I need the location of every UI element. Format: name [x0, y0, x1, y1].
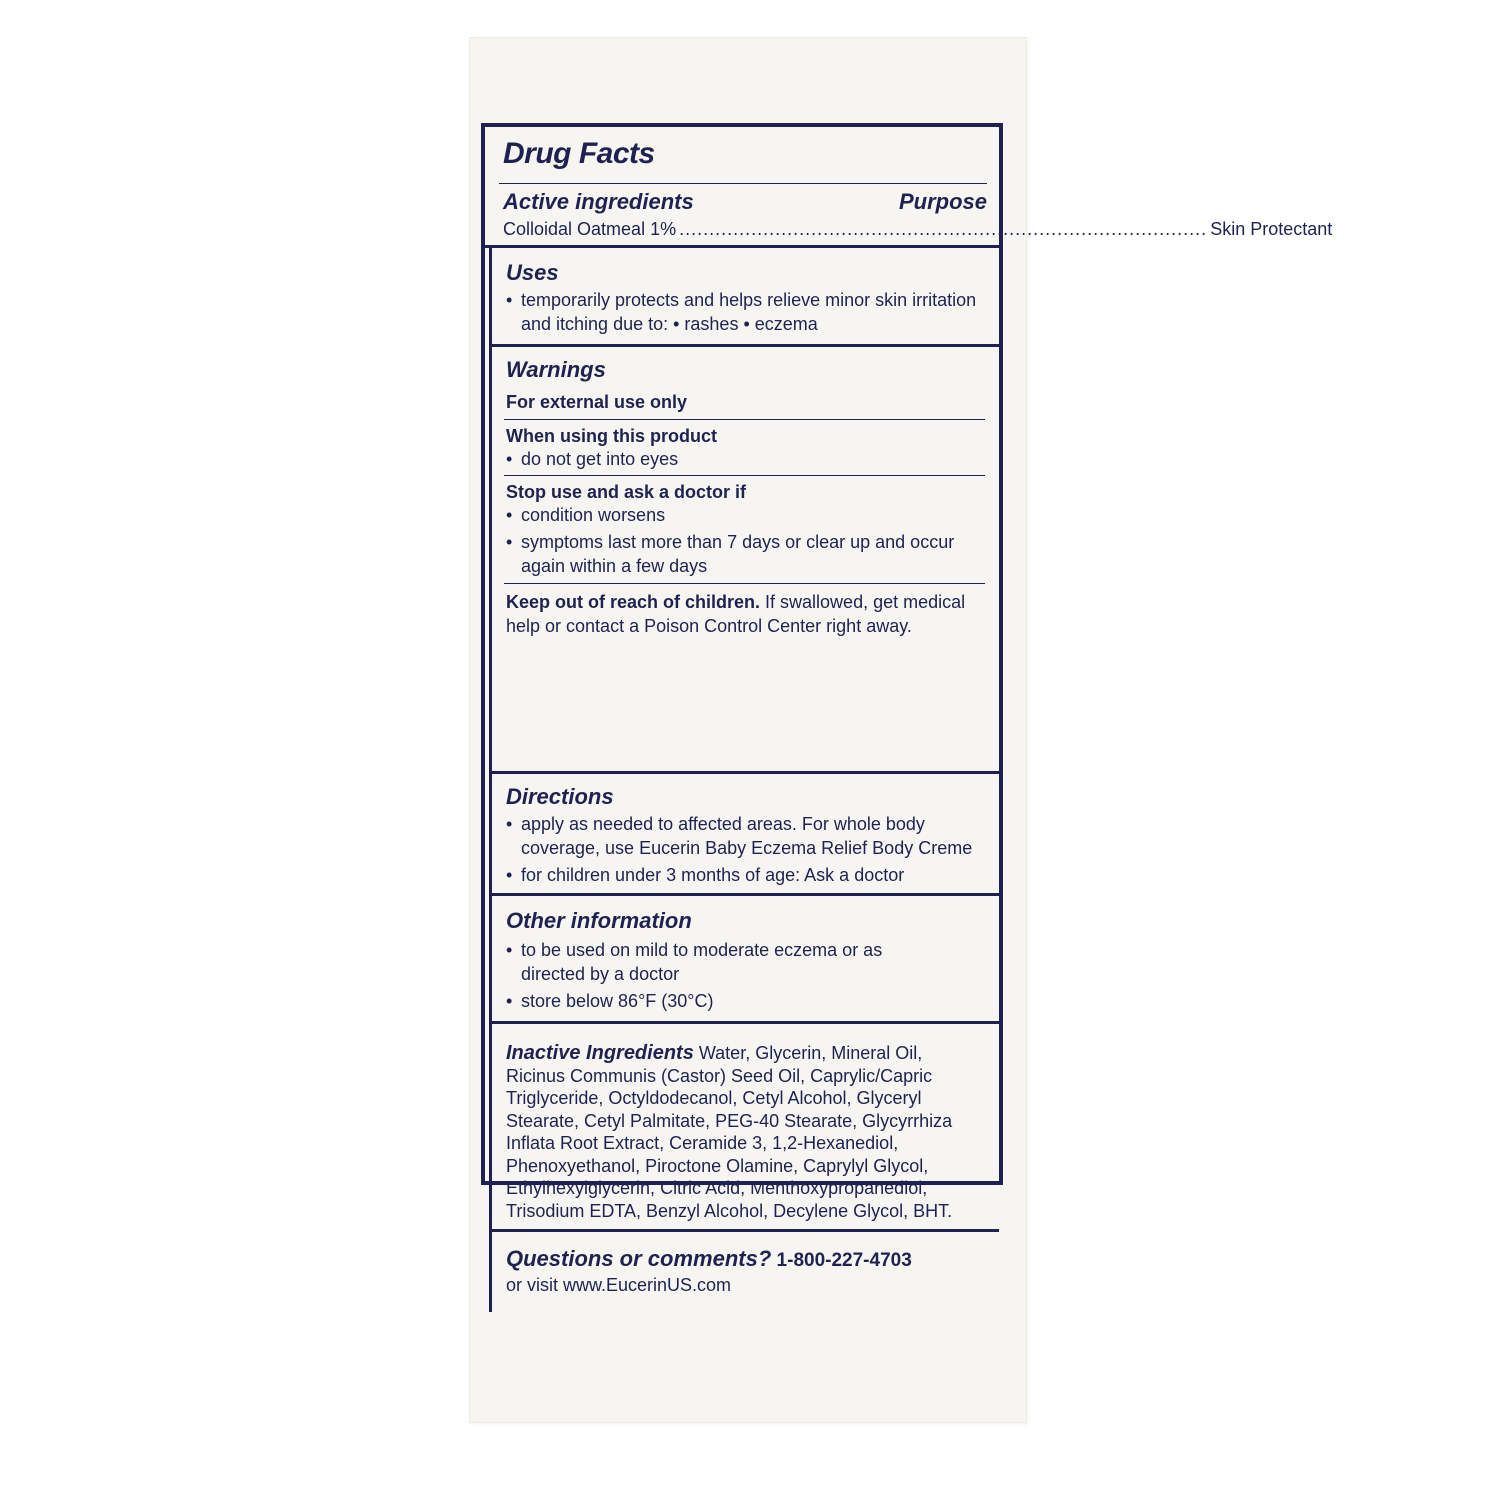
list-item: • for children under 3 months of age: Ask a doctor — [506, 863, 985, 887]
list-item: • symptoms last more than 7 days or clear up and occur again within a few days — [506, 530, 985, 578]
inactive-ingredients-list: Water, Glycerin, Mineral Oil, Ricinus Communis (Castor) Seed Oil, Caprylic/Capric Triglyceride, Octyldodecanol, Cetyl Alcohol, Glyceryl Stearate, Cetyl Palmitate, PEG-40 Stearate, Glycyrrhiza Inflata Root Extract, Ceramide 3, 1,2-Hexanediol, Phenoxyethanol, Piroctone Olamine, Caprylyl Glycol, Ethylhexylglycerin, Citric Acid, Menthoxypropanediol, Trisodium EDTA, Benzyl Alcohol, Decylene Glycol, BHT. — [506, 1043, 953, 1221]
when-using-heading: When using this product — [506, 426, 717, 446]
drug-facts-header — [485, 127, 1333, 248]
directions-heading: Directions — [506, 784, 614, 809]
uses-section — [489, 248, 999, 347]
active-purpose: Skin Protectant — [1210, 219, 1333, 239]
active-ingredient-row — [503, 217, 1333, 241]
questions-heading: Questions or comments? — [506, 1246, 772, 1271]
stop-use-heading: Stop use and ask a doctor if — [506, 482, 747, 502]
questions-line — [506, 1246, 985, 1273]
list-item: • condition worsens — [506, 503, 985, 527]
keep-out-rest: If swallowed, get medical help or contact a Poison Control Center right away. — [506, 592, 966, 636]
other-information-list — [506, 938, 985, 1013]
keep-out-text — [506, 590, 985, 638]
drug-facts-title: Drug Facts — [503, 137, 655, 170]
warnings-section — [489, 347, 999, 774]
directions-list — [506, 812, 985, 887]
list-item: • temporarily protects and helps relieve minor skin irritation and itching due to: • rashes • eczema — [506, 288, 985, 336]
list-item: • do not get into eyes — [506, 447, 985, 471]
other-information-section — [489, 896, 999, 1024]
when-using-list — [506, 447, 985, 471]
keep-out-bold: Keep out of reach of children. — [506, 592, 761, 612]
leader-dots: ........................................................................................ — [679, 219, 1208, 239]
list-item: • store below 86°F (30°C) — [506, 989, 985, 1013]
active-ingredients-heading: Active ingredients — [503, 189, 694, 214]
inactive-ingredients-text — [506, 1042, 985, 1222]
phone-number: 1-800-227-4703 — [771, 1250, 912, 1271]
uses-heading: Uses — [506, 260, 559, 285]
title-rule — [499, 183, 987, 184]
inactive-ingredients-section — [489, 1024, 999, 1232]
questions-section — [489, 1232, 999, 1312]
website-text: or visit www.EucerinUS.com — [506, 1275, 732, 1295]
external-use-text: For external use only — [506, 392, 688, 412]
drug-facts-panel — [481, 123, 1333, 1295]
divider — [504, 475, 985, 476]
list-item: • to be used on mild to moderate eczema or as directed by a doctor — [506, 938, 985, 986]
warnings-heading: Warnings — [506, 357, 606, 382]
active-ingredients-header — [503, 189, 987, 215]
divider — [504, 583, 985, 584]
inactive-ingredients-heading: Inactive Ingredients — [506, 1042, 694, 1064]
divider — [504, 419, 985, 420]
other-information-heading: Other information — [506, 908, 692, 933]
active-ingredient: Colloidal Oatmeal 1% — [503, 219, 677, 239]
stop-use-list — [506, 503, 985, 578]
list-item: • apply as needed to affected areas. For whole body coverage, use Eucerin Baby Eczema Relief Body Creme — [506, 812, 985, 860]
uses-list — [506, 288, 985, 336]
purpose-heading: Purpose — [898, 189, 987, 214]
directions-section — [489, 774, 999, 896]
